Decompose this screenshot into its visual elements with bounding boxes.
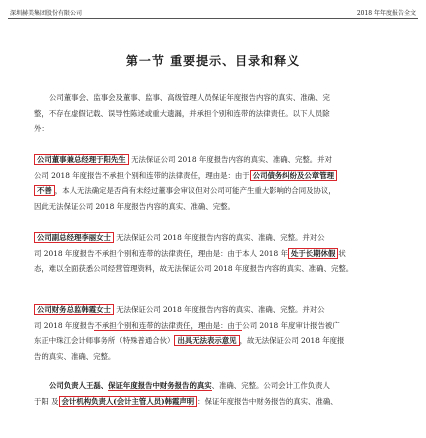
responsible-line-2-end: ：保证年度报告中财务报告的真实、准确、 [197, 396, 338, 406]
deputy-line-1: 无法保证公司 2018 年度报告内容的真实、准确、完整。并对公 [116, 233, 325, 242]
cfo-line-3-end: ，故无法保证公司 2018 年度报 [239, 336, 345, 345]
cfo-line-4: 告的真实、准确、完整。 [34, 351, 116, 361]
responsible-line-1: 公司负责人王磊、 [49, 381, 109, 390]
responsible-line-1-end: 、准确、完整。公司会计工作负责人 [211, 381, 330, 390]
intro-paragraph [34, 90, 402, 137]
cfo-paragraph [34, 302, 402, 364]
cfo-line-2: 司 2018 年度报告 [34, 320, 95, 330]
director-line-1: 无法保证公司 2018 年度报告内容的真实、准确、完整。并对 [131, 155, 332, 164]
responsible-line-2: 于阳 及 [34, 396, 59, 406]
report-name: 2018 年年度报告全文 [356, 10, 416, 17]
director-line-2: 公司 2018 年度报告不承担个别和连带的法律责任，理由是：由于 [34, 170, 250, 180]
company-name: 深圳赫美集团股份有限公司 [10, 10, 83, 17]
intro-line-2: 整，不存在虚假记载、误导性陈述或重大遗漏，并承担个别和连带的法律责任。以下人员除 [34, 108, 330, 118]
underline-liability: 不承担个别和连带的法律责任，理由是：由于 [94, 320, 243, 330]
cfo-line-1: 无法保证公司 2018 年度报告内容的真实、准确、完整。并对公 [116, 305, 325, 314]
highlight-cfo: 公司财务总监韩霞女士 [34, 304, 114, 315]
highlight-mismanagement: 不善 [34, 185, 55, 196]
deputy-line-2-end: 状 [338, 248, 346, 258]
underline-guarantee: 保证年度报告中财务报告的真实 [108, 381, 212, 390]
cfo-line-3: 东正中珠江会计师事务所（特殊普通合伙） [34, 336, 175, 345]
director-line-3: ，本人无法确定是否尚有未经过董事会审议但对公司可能产生重大影响的合同及协议， [54, 186, 336, 195]
deputy-paragraph [34, 230, 402, 277]
cfo-line-2-end: 公司 2018 年度审计报告被广 [242, 320, 340, 330]
responsible-paragraph [34, 378, 402, 409]
highlight-opinion: 出具无法表示意见 [174, 335, 239, 346]
deputy-line-3: 态，难以全面获悉公司经营管理资料，故无法保证公司 2018 年度报告内容的真实、准确、完整。 [34, 264, 354, 273]
intro-line-3: 外： [34, 124, 49, 133]
page-header [8, 6, 418, 19]
intro-line-1: 公司董事会、监事会及董事、监事、高级管理人员保证年度报告内容的真实、准确、完 [49, 93, 330, 102]
highlight-deputy: 公司副总经理李丽女士 [34, 232, 114, 243]
highlight-leave: 处于长期休假 [288, 248, 338, 259]
highlight-director: 公司董事兼总经理于阳先生 [34, 154, 129, 165]
section-title: 第一节 重要提示、目录和释义 [125, 54, 301, 68]
director-paragraph [34, 152, 402, 214]
highlight-accounting-head: 会计机构负责人(会计主管人员)韩霞声明 [59, 396, 198, 407]
director-line-4: 因此无法保证公司 2018 年度报告内容的真实、准确、完整。 [34, 201, 235, 211]
deputy-line-2: 司 2018 年度报告不承担个别和连带的法律责任，理由是：由于本人 2018 年 [34, 248, 288, 258]
highlight-dispute: 公司债务纠纷及公章管理 [250, 170, 337, 181]
